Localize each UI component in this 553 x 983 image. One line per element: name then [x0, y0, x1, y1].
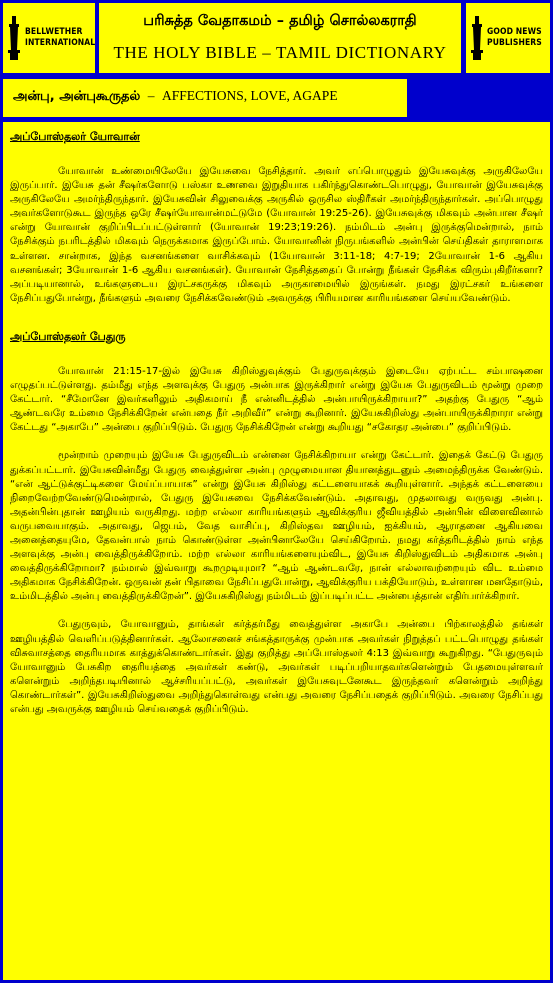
- title-english: THE HOLY BIBLE – TAMIL DICTIONARY: [113, 43, 447, 62]
- logo-good-news: [466, 3, 550, 73]
- lamp-icon: [7, 16, 21, 60]
- paragraph: மூன்றாம் முறையும் இயேசு பேதுருவிடம் என்னை நேசிக்கிறாயா என்று கேட்டார். இதைக் கேட்டு பேதுரு துக்கப்பட்டார். இயேசுவின்மீது பேதுரு வைத்துள்ள அன்பு முழுமையான தியானத்துடனும் அமைந்திருக்க வேண்டும். “என் ஆட்டுக்குட்டிகளை மேய்ப்பாயாக” என்று இயேசு கிறிஸ்து கட்டளையாகக் கூறியுள்ளார். அந்தக் கட்டளையை நிறைவேற்றவேண்டுமென்றால், பேதுரு இயேசுவை நேசிக்கவேண்டும். அதாவது, முதலாவது வருவது அன்பு. அதன்பின்புதான் ஊழியம் வருகிறது. மற்ற எல்லா காரியங்களும் ஆவிக்குரிய ஜீவியத்தில் அன்பின் விளைவினால் வருபவையாகும். அதாவது, ஜெபம், வேத வாசிப்பு, கிறிஸ்தவ ஊழியம், ஐக்கியம், ஆராதனை ஆகியவை அனைத்தையுமே, தேவன்பால் நாம் கொண்டுள்ள அன்பினாலேயே செய்கிறோம். நமது கர்த்தரிடத்தில் நாம் எந்த அளவுக்கு அன்பு வைத்திருக்கிறோம். மற்ற எல்லா காரியங்களையும்விட, இயேசு கிறிஸ்துவிடம் அதிகமாக அன்பு வைத்திருக்கிறோமா? நம்மால் இவ்வாறு கூறமுடியுமா? “ஆம் ஆண்டவரே, நான் எல்லாவற்றையும் விட உம்மை அதிகமாக நேசிக்கிறேன். ஒருவன் தன் பிதாவை நேசிப்பதுபோன்று, ஆவிக்குரிய பக்தியோடும், உள்ளான மனதோடும், உம்மிடத்தில் அன்பு வைத்திருக்கிறேன்”. இயேசுகிறிஸ்து நம்மிடம் இப்படிப்பட்ட அன்பைத்தான் எதிர்பார்க்கிறார்.: [10, 450, 543, 603]
- paragraph: யோவான் 21:15-17-இல் இயேசு கிறிஸ்துவுக்கும் பேதுருவுக்கும் இடையே ஏற்பட்ட சம்பாஷனை எழுதப்பட்டுள்ளது. தம்மீது எந்த அளவுக்கு பேதுரு அன்பாக இருக்கிறார் என்று இயேசு பேதுருவிடம் மூன்று முறை கேட்டார். “சீமோனே இவர்களிலும் அதிகமாய் நீ என்னிடத்தில் அன்பாயிருக்கிறாயா?” அதற்கு பேதுரு “ஆம் ஆண்டவரே உம்மை நேசிக்கிறேன் என்பதை நீர் அறிவீர்” என்று கூறினார். இயேசுகிறிஸ்து அன்பாயிருக்கிறாரா என்று கேட்டது “அகாபே” அன்பை குறிப்பிடும். பேதுரு நேசிக்கிறேன் என்று கூறியது “சகோதர அன்பை” குறிப்பிடும்.: [10, 365, 543, 434]
- logo-right-line2: PUBLISHERS: [487, 38, 542, 48]
- section-title-peter: அப்போஸ்தலர் பேதுரு: [10, 329, 126, 343]
- logo-right-line1: GOOD NEWS: [487, 27, 542, 37]
- entry-title-separator: –: [144, 88, 158, 103]
- entry-heading: [3, 79, 407, 117]
- logo-left-line2: INTERNATIONAL: [25, 38, 96, 48]
- title-banner: [99, 3, 461, 73]
- entry-title-tamil: அன்பு, அன்புகூருதல்: [13, 89, 141, 104]
- logo-left-line1: BELLWETHER: [25, 27, 83, 37]
- title-tamil: பரிசுத்த வேதாகமம் – தமிழ் சொல்லகராதி: [143, 13, 417, 29]
- paragraph: பேதுருவும், யோவானும், தாங்கள் கர்த்தர்மீது வைத்துள்ள அகாபே அன்பை பிற்காலத்தில் தங்கள் ஊழியத்தில் வெளிப்படுத்தினார்கள். ஆலோசனைச் சங்கத்தாருக்கு முன்பாக அவர்கள் நிறுத்தப் பட்டபொழுது தங்கள் விசுவாசத்தை தைரியமாக காத்துக்கொண்டார்கள். இது குறித்து அப்போஸ்தலர் 4:13 இவ்வாறு கூறுகிறது. “பேதுருவும் யோவானும் பேசுகிற தைரியத்தை அவர்கள் கண்டு, அவர்கள் படிப்பறியாதவர்களென்றும் பேதமையுள்ளவர் களென்றும் அறிந்தபடியினால் ஆச்சரியப்பட்டு, அவர்கள் இயேசுவுடனேகூட இருந்தவர் களென்றும் அறிந்து கொண்டார்கள்”. இயேசுகிறிஸ்துவை அறிந்துகொள்வது என்பது அவரை நேசிப்பதைக் குறிப்பிடும். அவரை நேசிப்பது என்பது அவருக்கு ஊழியம் செய்வதைக் குறிப்பிடும்.: [10, 619, 543, 715]
- paragraph: யோவான் உண்மையிலேயே இயேசுவை நேசித்தார். அவர் எப்பொழுதும் இயேசுவுக்கு அருகிலேயே இருப்பார். இயேசு தன் சீஷர்களோடு பஸ்கா உணவை இறுதியாக பகிர்ந்துகொண்டபொழுது, யோவான் இயேசுவுக்கு அருகிலேயே அமர்ந்திருந்தார். இயேசுவின் சிலுவைக்கு அருகில் ஒருசில ஸ்திரீகள் அமர்ந்திருந்தார்கள். அப்பொழுது அவர்களோடுகூட இருந்த ஒரே சீஷர்யோவான்மட்டுமே (யோவான் 19:25-26). இயேசுவுக்கு மிகவும் அன்பான சீஷர் என்று யோவான் குறிப்பிடப்பட்டுள்ளார் (யோவான் 19:23;19:26). நம்மிடம் அன்பு இருக்குமென்றால், நாம் நேசிக்கும் நபரிடத்தில் மிகவும் நெருக்கமாக இருப்போம். யோவானின் நிருபங்களில் அன்பின் செய்திகள் தாராளமாக உள்ளன. சான்றாக, இந்த வசனங்களை வாசிக்கவும் (1யோவான் 3:11-18; 4:7-19; 2யோவான் 1-6 ஆகிய வசனங்கள்; 3யோவான் 1-6 ஆகிய வசனங்கள்). யோவான் நேசித்ததைப் போன்று நீங்கள் நேசிக்க விரும்புகிறீர்களா? அப்படியானால், உங்களுடைய இரட்சகருக்கு மிகவும் அருகாமையில் இருங்கள். நமது இரட்சகர் உங்களை நேசிப்பதுபோன்று, நீங்களும் அவரை நேசிக்கவேண்டும் அவருக்கு பிரியமான காரியங்களை செய்யவேண்டும்.: [10, 166, 543, 304]
- section-title-john: அப்போஸ்தலர் யோவான்: [10, 130, 140, 143]
- lamp-icon: [470, 16, 484, 60]
- entry-title-english: AFFECTIONS, LOVE, AGAPE: [162, 88, 338, 103]
- logo-bellwether: [3, 3, 95, 73]
- content-panel: [3, 122, 550, 980]
